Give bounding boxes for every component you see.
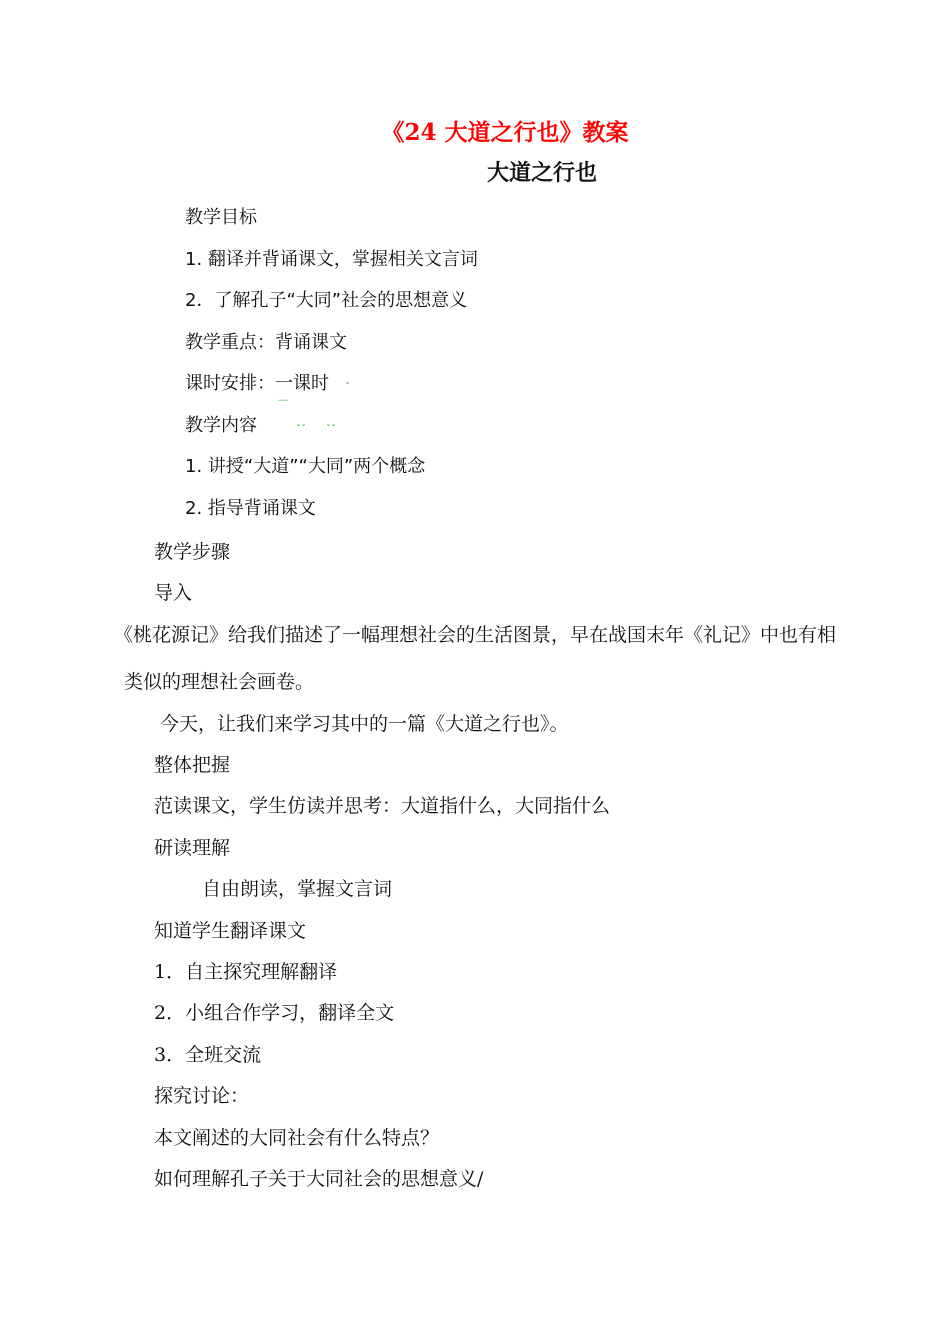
translate-step-2: 2．小组合作学习，翻译全文 — [154, 1002, 395, 1024]
translate-step-3: 3．全班交流 — [154, 1044, 262, 1066]
grammar-mark-icon: ˇˇ — [326, 424, 336, 435]
translate-heading: 知道学生翻译课文 — [154, 920, 307, 942]
grammar-mark-icon: ˇˇ — [296, 424, 306, 435]
objective-2: 2．了解孔子“大同”社会的思想意义 — [185, 290, 468, 311]
intro-line-1: 《桃花源记》给我们描述了一幅理想社会的生活图景，早在战国末年《礼记》中也有相 — [114, 624, 837, 646]
discuss-heading: 探究讨论： — [154, 1085, 250, 1107]
intro-line-3: 今天，让我们来学习其中的一篇《大道之行也》。 — [160, 713, 569, 735]
lesson-subtitle: 大道之行也 — [487, 161, 598, 186]
steps-heading: 教学步骤 — [154, 541, 231, 563]
question-1: 本文阐述的大同社会有什么特点？ — [154, 1127, 440, 1149]
schedule: 课时安排：一课时 — [185, 373, 329, 394]
key-point: 教学重点：背诵课文 — [185, 332, 347, 353]
question-2: 如何理解孔子关于大同社会的思想意义/ — [154, 1168, 484, 1190]
grasp-heading: 整体把握 — [154, 754, 231, 776]
intro-heading: 导入 — [154, 582, 193, 604]
content-1: 1. 讲授“大道”“大同”两个概念 — [185, 456, 426, 477]
content-heading: 教学内容 — [185, 415, 257, 436]
objective-1: 1. 翻译并背诵课文，掌握相关文言词 — [185, 249, 478, 270]
grammar-mark-icon: ˇ — [345, 382, 350, 393]
content-2: 2. 指导背诵课文 — [185, 498, 316, 519]
objectives-heading: 教学目标 — [185, 207, 257, 228]
spellcheck-squiggle: ﹏ — [278, 392, 288, 403]
grasp-text: 范读课文，学生仿读并思考：大道指什么，大同指什么 — [154, 795, 611, 817]
translate-step-1: 1．自主探究理解翻译 — [154, 961, 338, 983]
document-title: 《24 大道之行也》教案 — [381, 119, 629, 146]
intro-line-2: 类似的理想社会画卷。 — [124, 671, 315, 693]
study-text: 自由朗读，掌握文言词 — [202, 878, 393, 900]
study-heading: 研读理解 — [154, 837, 231, 859]
